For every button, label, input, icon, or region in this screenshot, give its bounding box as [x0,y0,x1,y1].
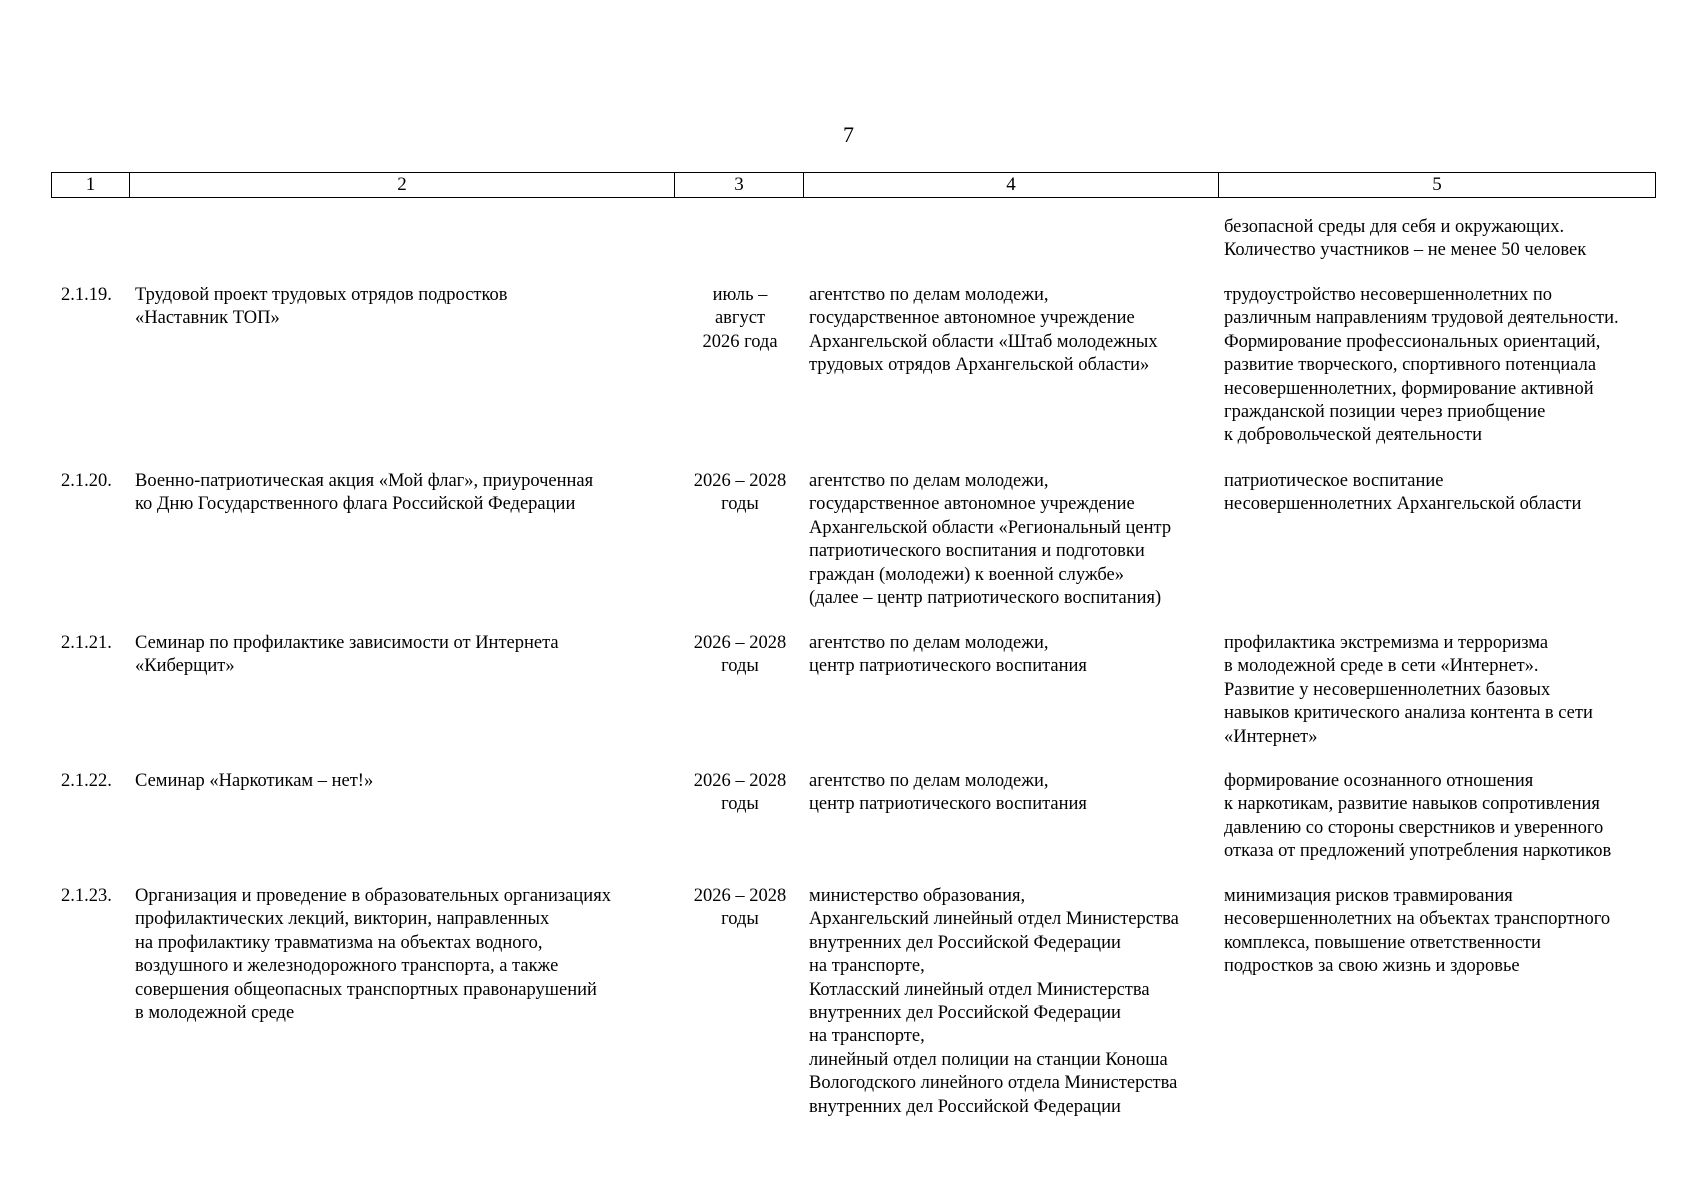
measure-name: Военно-патриотическая акция «Мой флаг», приуроченная ко Дню Государственного флага Российской Федерации [135,471,594,515]
header-cell-3: 3 [675,173,804,197]
result-cell: минимизация рисков травмирования несовершеннолетних на объектах транспортного комплекса, повышение ответственности подростков за свою жизнь и здоровье [1224,886,1611,977]
item-number: 2.1.23. [61,886,112,906]
executor-cell: агентство по делам молодежи, центр патриотического воспитания [809,633,1087,677]
measure-name: Семинар «Наркотикам – нет!» [135,771,374,791]
measure-name: Семинар по профилактике зависимости от Интернета «Киберщит» [135,633,559,677]
executor-cell: агентство по делам молодежи, центр патриотического воспитания [809,771,1087,815]
result-cell: безопасной среды для себя и окружающих. Количество участников – не менее 50 человек [1224,217,1587,261]
page-number: 7 [843,122,854,147]
header-cell-4: 4 [804,173,1219,197]
header-cell-2: 2 [130,173,675,197]
measure-name: Трудовой проект трудовых отрядов подростков «Наставник ТОП» [135,285,508,329]
header-cell-1: 1 [52,173,130,197]
measure-name: Организация и проведение в образовательных организациях профилактических лекций, викторин, направленных на профилактику травматизма на объектах водного, воздушного и железнодорожного транспорта, а также совершения общеопасных транспортных правонарушений в молодежной среде [135,886,611,1024]
item-number: 2.1.21. [61,633,112,653]
item-number: 2.1.22. [61,771,112,791]
item-number: 2.1.19. [61,285,112,305]
executor-cell: агентство по делам молодежи, государственное автономное учреждение Архангельской области «Региональный центр патриотического воспитания и подготовки граждан (молодежи) к военной службе» (далее – центр патриотического воспитания) [809,471,1172,609]
table-header-row [51,172,1656,198]
result-cell: формирование осознанного отношения к наркотикам, развитие навыков сопротивления давлению со стороны сверстников и уверенного отказа от предложений употребления наркотиков [1224,771,1612,862]
term-cell: июль – август 2026 года [702,285,778,352]
item-number: 2.1.20. [61,471,112,491]
executor-cell: министерство образования, Архангельский линейный отдел Министерства внутренних дел Российской Федерации на транспорте, Котласский линейный отдел Министерства внутренних дел Российской Федерации на транспорте, линейный отдел полиции на станции Коноша Вологодского линейного отдела Министерства внутренних дел Российской Федерации [809,886,1179,1117]
term-cell: 2026 – 2028 годы [693,771,787,815]
result-cell: профилактика экстремизма и терроризма в молодежной среде в сети «Интернет». Развитие у несовершеннолетних базовых навыков критического анализа контента в сети «Интернет» [1224,633,1593,747]
term-cell: 2026 – 2028 годы [693,471,787,515]
executor-cell: агентство по делам молодежи, государственное автономное учреждение Архангельской области «Штаб молодежных трудовых отрядов Архангельской области» [809,285,1158,376]
result-cell: патриотическое воспитание несовершеннолетних Архангельской области [1224,471,1582,515]
term-cell: 2026 – 2028 годы [693,886,787,930]
term-cell: 2026 – 2028 годы [693,633,787,677]
header-cell-5: 5 [1432,174,1442,195]
result-cell: трудоустройство несовершеннолетних по различным направлениям трудовой деятельности. Формирование профессиональных ориентаций, развитие творческого, спортивного потенциала несовершеннолетних, формирование активной гражданской позиции через приобщение к добровольческой деятельности [1224,285,1619,446]
